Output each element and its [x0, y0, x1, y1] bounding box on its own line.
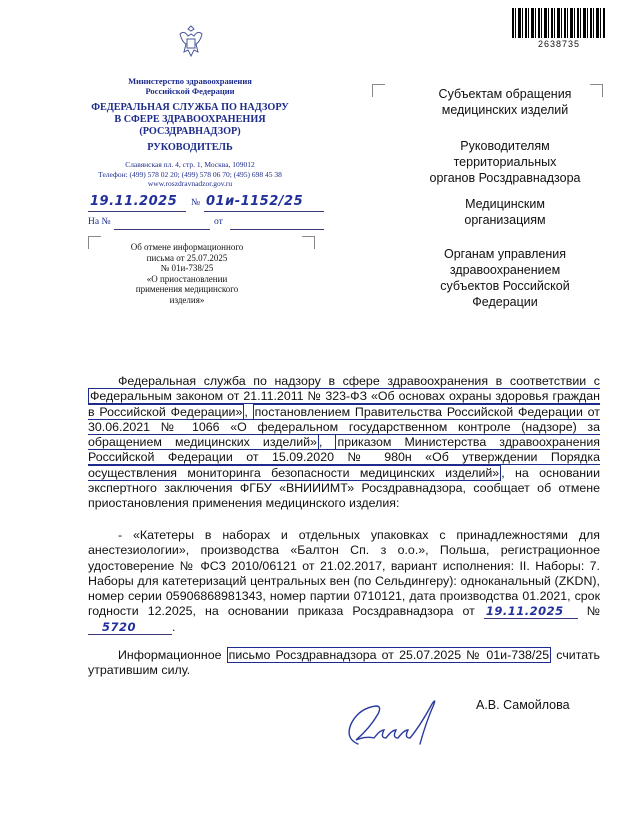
ministry-line-1: Министерство здравоохранения: [128, 76, 252, 86]
subject-line: № 01и-738/25: [160, 263, 214, 273]
addressee-line: органов Росздравнадзора: [429, 171, 581, 185]
device-description: - «Катетеры в наборах и отдельных упаковках с принадлежностями для анестезиологии», производства «Балтон Сп. з о.о.», Польша, регистрационное удостоверение № ФСЗ 2010/06121 от 21.02.2017, вариант исполнения: II. Наборы: 7. Наборы для катетеризаций центральных вен (по Сельдингеру): одноканальный (ZKDN), номер серии 05906868981343, номер партии 0710121, дата производства 01.2021, срок годности 12.2025, на основании приказа Росздравнадзора от: [88, 528, 600, 619]
address-line: Славянская пл. 4, стр. 1, Москва, 109012: [125, 160, 255, 169]
handwritten-number: 01и-1152/25: [206, 194, 304, 209]
subject-line: применения медицинского: [135, 284, 239, 294]
p3-end: считать утратившим силу.: [88, 648, 600, 678]
letter-subject: [112, 242, 262, 305]
ref-number-label: На №: [88, 217, 111, 227]
website-line: www.roszdravnadzor.gov.ru: [147, 179, 233, 188]
ministry-name: [60, 76, 320, 96]
head-title: РУКОВОДИТЕЛЬ: [147, 142, 233, 153]
law-reference: Федеральным законом от 21.11.2011 № 323-ФЗ «Об основах охраны здоровья граждан в Российской Федерации»: [88, 389, 600, 419]
addressee-4: [400, 246, 610, 310]
subject-corner-tl: [88, 236, 101, 249]
addressee-line: территориальных: [453, 155, 557, 169]
service-name: [60, 102, 320, 138]
p3-start: Информационное: [118, 648, 222, 662]
addressee-line: субъектов Российской: [440, 279, 570, 293]
body-paragraph-2: [88, 528, 600, 635]
ministry-line-2: Российской Федерации: [145, 86, 235, 96]
reference-row: [88, 217, 326, 233]
handwritten-order-number: 5720: [88, 620, 172, 635]
addressee-line: медицинских изделий: [441, 103, 569, 117]
cancelled-letter-reference: письмо Росздравнадзора от 25.07.2025 № 01и-738/25: [228, 648, 550, 662]
addressee-line: Органам управления: [443, 247, 566, 261]
order-reference: приказом Министерства здравоохранения Российской Федерации от 15.09.2020 № 980н «Об утверждении Порядка осуществления мониторинга безопасности медицинских изделий»: [88, 435, 600, 480]
order-number-label: №: [586, 604, 600, 619]
addressee-2: [400, 138, 610, 186]
separator: ,: [244, 404, 248, 419]
barcode-bars: [512, 8, 606, 38]
addressee-line: Руководителям: [460, 139, 550, 153]
service-line-2: В СФЕРЕ ЗДРАВООХРАНЕНИЯ: [114, 114, 266, 125]
body-paragraph-1: [88, 374, 600, 512]
service-line-1: ФЕДЕРАЛЬНАЯ СЛУЖБА ПО НАДЗОРУ: [91, 102, 289, 113]
decree-reference: постановлением Правительства Российской Федерации от 30.06.2021 № 1066 «О федеральном государственном контроле (надзоре) за обращением медицинских изделий»: [88, 404, 600, 450]
coat-of-arms-icon: [176, 24, 206, 62]
subject-line: письма от 25.07.2025: [146, 252, 228, 263]
separator: ,: [318, 435, 323, 450]
signature-icon: [338, 694, 468, 756]
subject-line: изделия»: [169, 294, 205, 305]
signatory-name: А.В. Самойлова: [476, 698, 570, 712]
p1-end: , на основании экспертного заключения ФГБУ «ВНИИИМТ» Росздравнадзора, сообщает об отмене приостановления применения медицинского изделия:: [88, 465, 600, 511]
barcode-number: 2638735: [537, 39, 581, 49]
subject-corner-tr: [302, 236, 315, 249]
addressee-3: [400, 196, 610, 228]
addressee-line: здравоохранением: [449, 263, 561, 277]
document-barcode: [512, 8, 606, 48]
ref-from-label: от: [214, 217, 223, 227]
contact-address: [60, 160, 320, 189]
handwritten-date: 19.11.2025: [90, 194, 178, 209]
addressee-1: [400, 86, 610, 118]
addressee-line: организациям: [464, 213, 546, 227]
ref-number-field: [114, 217, 210, 230]
addressee-line: Субъектам обращения: [438, 87, 572, 101]
p1-start: Федеральная служба по надзору в сфере здравоохранения в соответствии с: [118, 374, 600, 388]
number-label: №: [191, 198, 201, 208]
period: .: [172, 619, 176, 634]
service-line-3: (РОСЗДРАВНАДЗОР): [139, 126, 241, 137]
registration-row: [88, 194, 326, 212]
handwritten-order-date: 19.11.2025: [484, 604, 578, 619]
subject-line: Об отмене информационного: [130, 242, 244, 252]
addressee-line: Медицинским: [465, 197, 545, 211]
phone-line: Телефон: (499) 578 02 20; (499) 578 06 70; (495) 698 45 38: [98, 169, 282, 179]
ref-date-field: [230, 217, 324, 230]
body-paragraph-3: [88, 648, 600, 679]
addressee-line: Федерации: [472, 295, 538, 309]
addressee-corner-tl: [372, 84, 385, 97]
subject-line: «О приостановлении: [146, 273, 228, 284]
